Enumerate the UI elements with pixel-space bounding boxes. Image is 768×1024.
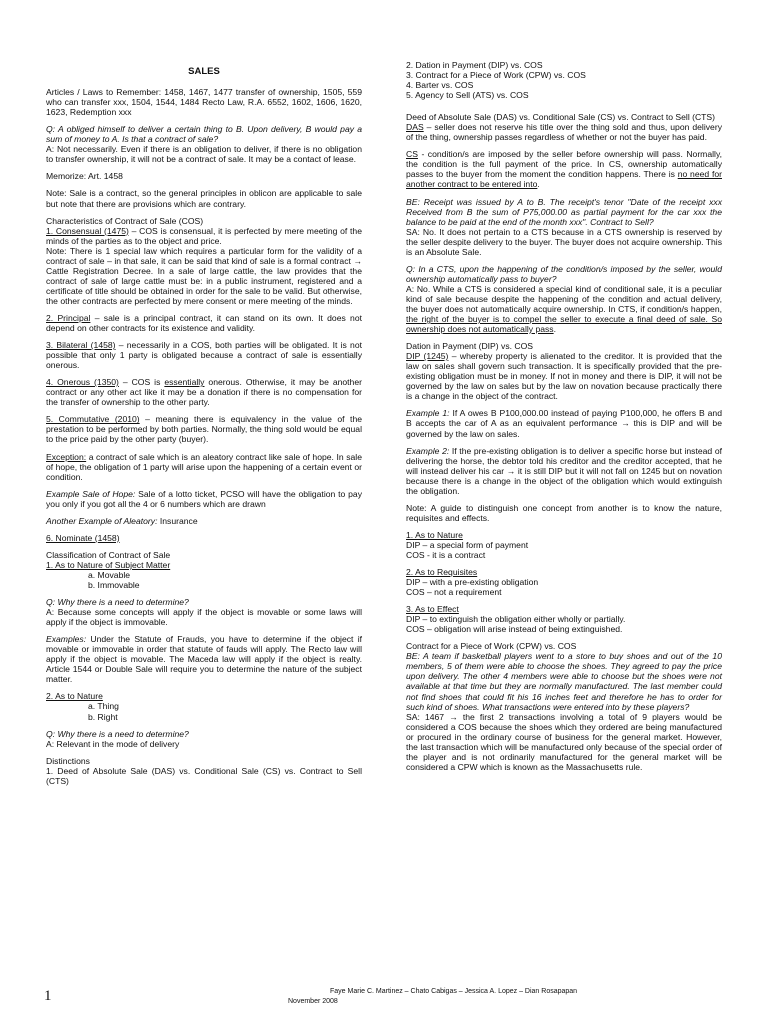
exception-label: Exception:: [46, 451, 87, 462]
exception-text: a contract of sale which is an aleatory contract like sale of hope. In sale of hope, the obligation of 1 party will arise upon the happening of a certain event or condition.: [46, 451, 362, 482]
dip-heading: Dation in Payment (DIP) vs. COS: [406, 341, 534, 352]
example-1-label: Example 1:: [406, 408, 450, 419]
example-2-text: If the pre-existing obligation is to deliver a specific horse but instead of delivering the horse, the debtor told his creditor and the creditor accepted, that he will instead deliver his car → it is still DIP but it will not fall on 1245 but on novation because there is a change in the object of the obligation which would extinguish the obligation.: [406, 445, 722, 496]
classification-1: 1. As to Nature of Subject Matter: [46, 559, 171, 570]
char-bilateral-label: 3. Bilateral (1458): [46, 340, 116, 351]
answer-4-end: .: [553, 324, 556, 335]
as-to-nature-cos: COS - it is a contract: [406, 549, 486, 560]
question-2: Q: Why there is a need to determine?: [46, 597, 189, 608]
answer-4: [406, 284, 722, 334]
question-1: Q: A obliged himself to deliver a certain thing to B. Upon delivery, B would pay a sum of money to A. Is that a contract of sale?: [46, 124, 362, 145]
classification-heading: Classification of Contract of Sale: [46, 549, 171, 560]
page-title: SALES: [188, 66, 220, 77]
as-to-nature: 1. As to Nature: [406, 529, 463, 540]
requisites-block: [406, 567, 722, 597]
classification-block: [46, 550, 362, 590]
aleatory-text: Insurance: [157, 515, 198, 526]
distinction-3: 3. Contract for a Piece of Work (CPW) vs. COS: [406, 70, 586, 81]
footer-date: November 2008: [288, 998, 338, 1005]
char-onerous: [46, 377, 362, 407]
char-nominate-label: 6. Nominate (1458): [46, 532, 120, 543]
bar-exam-1: BE: Receipt was issued by A to B. The receipt's tenor "Date of the receipt xxx Received from B the sum of P75,000.00 as partial payment for the car xxx the balance to be paid at the end of the month xxx". Contract to Sell?: [406, 196, 722, 227]
das-paragraph: [406, 122, 722, 142]
distinctions-list: [406, 60, 722, 100]
examples-text: Under the Statute of Frauds, you have to determine if the object if movable or immovable in order that statute of fauds will apply. The Recto law will apply if the object is movable. The Maceda law will apply if the object is realty. Article 1544 or Double Sale will require you to determine the nature of the subject matter.: [46, 634, 362, 685]
classification-1-b: b. Immovable: [88, 579, 140, 590]
classification-1-a: a. Movable: [88, 569, 131, 580]
nature-block: [406, 530, 722, 560]
cs-label: CS: [406, 149, 418, 160]
note-2: Note: A guide to distinguish one concept from another is to know the nature, requisites and effects.: [406, 502, 722, 523]
example-hope-text: Sale of a lotto ticket, PCSO will have the obligation to pay you only if you got all the 4 or 6 numbers which are drawn: [46, 488, 363, 509]
as-to-nature-dip: DIP – a special form of payment: [406, 539, 529, 550]
examples-paragraph: [46, 634, 362, 684]
left-column: [46, 62, 362, 786]
bar-exam-2: BE: A team if basketball players went to a store to buy shoes and out of the 10 members, 5 of them were able to choose the shoes. They agreed to pay the price upon delivery. The other 4 members were able to choose but the shoes were not available at that time but they are normally manufactured. The last member could not find shoes that could fit his 16 inches feet and therefore he has to order for such kind of shoes. What transactions were entered into by these players?: [406, 651, 722, 712]
distinction-5: 5. Agency to Sell (ATS) vs. COS: [406, 90, 529, 101]
characteristics-heading: Characteristics of Contract of Sale (COS): [46, 215, 204, 226]
classification-2-a: a. Thing: [88, 701, 119, 712]
memorize-line: Memorize: Art. 1458: [46, 171, 123, 182]
das-heading: Deed of Absolute Sale (DAS) vs. Conditional Sale (CS) vs. Contract to Sell (CTS): [406, 112, 716, 123]
char-onerous-text-a: – COS is: [118, 377, 165, 388]
char-commutative-label: 5. Commutative (2010): [46, 414, 140, 425]
char-principal: [46, 313, 362, 333]
distinction-4: 4. Barter vs. COS: [406, 80, 474, 91]
aleatory-example: [46, 516, 362, 526]
question-4: Q: In a CTS, upon the happening of the condition/s imposed by the seller, would ownership automatically pass to buyer?: [406, 263, 722, 284]
char-consensual-text: – COS is consensual, it is perfected by mere meeting of the minds of the parties as to the object and price.: [46, 225, 362, 246]
example-1: [406, 408, 722, 438]
char-consensual: [46, 226, 362, 246]
suggested-answer-2: SA: 1467 → the first 2 transactions involving a total of 9 players would be considered a COS because the shoes which they ordered are being manufactured or procured in the ordinary course of business for the general market. However, the last transaction which will be manufactured only because of the special order of the player and is not ordinarily manufactured for the general market will be considered a CPW which is known as the Massachusetts rule.: [406, 711, 722, 772]
dip-label: DIP (1245): [406, 351, 449, 362]
cs-text: - condition/s are imposed by the seller before ownership will pass. Normally, the condition is the full payment of the price. In CS, ownership automatically passes to the buyer from the moment the condition happens. There is: [406, 149, 722, 180]
examples-label: Examples:: [46, 634, 87, 645]
char-consensual-note: Note: There is 1 special law which requires a particular form for the validity of a contract of sale – in that sale, it can be said that kind of sale is a formal contract → Cattle Registration Decree. In a sale of large cattle, the law provides that the contract of sale of large cattle must be: in a public instrument, registered and a certificate of title should be obtained in order for the sale to be valid. But otherwise, the other contracts are perfected by mere consent or mere meeting of the minds.: [46, 245, 362, 306]
aleatory-label: Another Example of Aleatory:: [46, 515, 158, 526]
example-2-label: Example 2:: [406, 445, 450, 456]
example-hope: [46, 489, 362, 509]
char-commutative: [46, 414, 362, 444]
char-principal-text: – sale is a principal contract, it can stand on its own. It does not depend on other contracts for its existence and validity.: [46, 313, 362, 334]
cpw-heading: Contract for a Piece of Work (CPW) vs. COS: [406, 641, 577, 652]
example-2: [406, 446, 722, 496]
note-1: Note: Sale is a contract, so the general principles in oblicon are applicable to sale but note that there are provisions which are contrary.: [46, 188, 362, 209]
distinction-1: 1. Deed of Absolute Sale (DAS) vs. Conditional Sale (CS) vs. Contract to Sell (CTS): [46, 765, 362, 786]
as-to-effect-dip: DIP – to extinguish the obligation either wholly or partially.: [406, 614, 626, 625]
classification-2-block: [46, 691, 362, 721]
suggested-answer-1: SA: No. It does not pertain to a CTS because in a CTS ownership is reserved by the seller despite delivery to the buyer. The buyer does not acquire ownership. This is an Absolute Sale.: [406, 226, 722, 257]
answer-2: A: Because some concepts will apply if the object is movable or some laws will apply if the object is immovable.: [46, 607, 362, 628]
char-bilateral: [46, 340, 362, 370]
char-principal-label: 2. Principal: [46, 313, 91, 323]
cs-paragraph: [406, 149, 722, 189]
articles-paragraph: Articles / Laws to Remember: 1458, 1467, 1477 transfer of ownership, 1505, 559 who can transfer xxx, 1504, 1544, 1484 Recto Law, R.A. 6552, 1602, 1606, 1620, 1623, Redemption xxx: [46, 87, 362, 118]
das-label: DAS: [406, 122, 424, 133]
answer-3: A: Relevant in the mode of delivery: [46, 738, 180, 749]
distinctions-heading: Distinctions: [46, 755, 90, 766]
distinction-2: 2. Dation in Payment (DIP) vs. COS: [406, 60, 543, 70]
exception-paragraph: [46, 452, 362, 482]
char-bilateral-text: – necessarily in a COS, both parties will be obligated. It is not possible that only 1 party is obligated because a contract of sale is essentially onerous.: [46, 340, 362, 371]
char-commutative-text: – meaning there is equivalency in the value of the prestation to be performed by both parties. Normally, the thing sold would be equal to the price paid by the other party (buyer).: [46, 414, 362, 445]
page-number: 1: [44, 988, 52, 1004]
example-1-text: If A owes B P100,000.00 instead of paying P100,000, he offers B and B accepts the car of A as an equivalent performance → this is DIP and will be governed by the law on sales.: [406, 408, 722, 439]
das-text: – seller does not reserve his title over the thing sold and thus, upon delivery of the thing, ownership passes regardless of whether or not the buyer has paid.: [406, 122, 722, 143]
cs-underlined: no need for another contract to be entered into: [406, 169, 722, 190]
answer-1: A: Not necessarily. Even if there is an obligation to deliver, if there is no obligation to transfer ownership, it will not be a contract of sale. It may be a contact of lease.: [46, 144, 362, 165]
classification-2-b: b. Right: [88, 711, 118, 722]
footer-authors: Faye Marie C. Martinez – Chato Cabigas – Jessica A. Lopez – Dian Rosapapan: [330, 988, 578, 995]
dip-paragraph: [406, 351, 722, 401]
char-consensual-label: 1. Consensual (1475): [46, 225, 129, 236]
answer-4-text: A: No. While a CTS is considered a special kind of conditional sale, it is a peculiar kind of sale because despite the happening of the condition and actual delivery, the buyer does not automatically acquire ownership. In CTS, if condition/s happen,: [406, 283, 722, 314]
effect-block: [406, 604, 722, 634]
char-nominate: [46, 533, 362, 543]
char-onerous-text-b: onerous. Otherwise, it may be another contract or any other act like it may be a donation if there is no compensation for the transfer of ownership to the other party.: [46, 377, 362, 408]
classification-2: 2. As to Nature: [46, 691, 103, 702]
answer-4-underlined: the right of the buyer is to compel the seller to execute a final deed of sale. So ownership does not automatically pass: [406, 314, 722, 335]
question-3: Q: Why there is a need to determine?: [46, 728, 189, 739]
char-onerous-essentially: essentially: [164, 377, 205, 388]
dip-text: – whereby property is alienated to the creditor. It is provided that the law on sales shall govern such transaction. It is specifically provided that the pre-existing obligation must be in money. If not in money and there is DIP, it will not be governed by the law on sales but by the law on novation because practically there is a change in the object of the contract.: [406, 351, 722, 402]
as-to-requisites-dip: DIP – with a pre-existing obligation: [406, 577, 539, 588]
as-to-effect-cos: COS – obligation will arise instead of being extinguished.: [406, 624, 623, 635]
as-to-requisites-cos: COS – not a requirement: [406, 587, 502, 598]
right-column: [406, 60, 722, 779]
cs-end: .: [537, 179, 540, 190]
char-onerous-label: 4. Onerous (1350): [46, 377, 119, 388]
as-to-effect: 3. As to Effect: [406, 604, 459, 615]
as-to-requisites: 2. As to Requisites: [406, 567, 478, 578]
example-hope-label: Example Sale of Hope:: [46, 488, 136, 499]
